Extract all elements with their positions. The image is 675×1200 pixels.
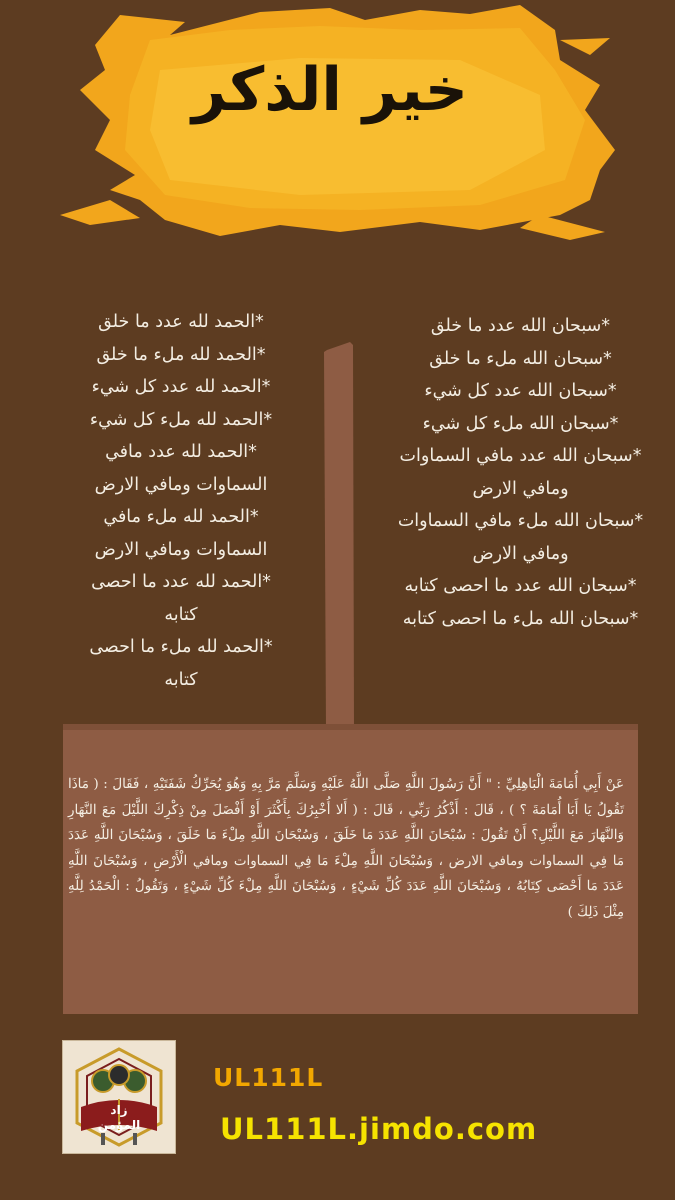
website-link[interactable]: UL111L.jimdo.com [220, 1112, 538, 1146]
list-item: *سبحان الله عدد ما احصى كتابه [404, 576, 637, 596]
list-item: *الحمد لله عدد ما خلق [98, 312, 264, 332]
list-item: *الحمد لله ملء ما احصى [89, 637, 273, 657]
list-item: *الحمد لله ملء ما خلق [96, 344, 266, 365]
page-title: خير الذكر [192, 55, 468, 125]
logo [62, 1040, 176, 1154]
list-item: السماوات ومافي الارض [94, 539, 268, 560]
list-item: *سبحان الله ملء ما خلق [429, 348, 612, 369]
list-item: *سبحان الله عدد كل شيء [424, 381, 617, 401]
list-item: *سبحان الله عدد ما خلق [430, 316, 611, 336]
logo-text: زاد [110, 1103, 128, 1117]
list-item: *الحمد لله ملء كل شيء [89, 409, 273, 430]
brand-label: UL111L [213, 1063, 324, 1092]
list-item: *الحمد لله عدد مافي [105, 442, 257, 462]
list-item: *الحمد لله ملء مافي [103, 507, 259, 527]
hadith-text: عَنْ أَبِي أُمَامَةَ الْبَاهِلِيِّ : " أَنَّ رَسُولَ اللَّهِ صَلَّى اللَّهُ عَلَيْهِ وَسَلَّمَ مَرَّ بِهِ وَهُوَ يُحَرِّكُ شَفَتَيْهِ ، فَقَالَ : ( مَاذَا تَقُولُ يَا أَبَا أُمَامَةَ ؟ ) ، قَالَ : أَذْكُرُ رَبِّي ، قَالَ : ( أَلا أُخْبِرُكَ بِأَكْثَرَ أَوْ أَفْضَلَ مِنْ ذِكْرِكَ اللَّيْلَ مَعَ النَّهَارِ وَالنَّهَارَ مَعَ اللَّيْلِ؟ أَنْ تَقُولَ : سُبْحَانَ اللَّهِ عَدَدَ مَا خَلَقَ ، وَسُبْحَانَ اللَّهِ مِلْءَ مَا خَلَقَ ، وَسُبْحَانَ اللَّهِ عَدَدَ مَا فِي السماوات ومافي الارض ، وَسُبْحَانَ اللَّهِ مِلْءَ مَا فِي السماوات ومافي الْأَرْضِ ، وَسُبْحَانَ اللَّهِ عَدَدَ مَا أَحْصَى كِتَابُهُ ، وَسُبْحَانَ اللَّهِ عَدَدَ كُلِّ شَيْءٍ ، وَسُبْحَانَ اللَّهِ مِلْءَ كُلِّ شَيْءٍ ، وَتَقُولُ : الْحَمْدُ لِلَّهِ مِثْلَ ذَلِكَ ) [68, 777, 624, 920]
list-item: *الحمد لله عدد كل شيء [91, 377, 271, 397]
list-item: *سبحان الله عدد مافي السماوات [399, 446, 642, 466]
list-item: كتابه [164, 669, 198, 690]
list-item: *سبحان الله ملء كل شيء [422, 413, 619, 434]
list-item: ومافي الارض [472, 543, 569, 564]
list-item: السماوات ومافي الارض [94, 474, 268, 495]
logo-emblem-icon [63, 1041, 175, 1153]
list-item: *سبحان الله ملء مافي السماوات [397, 511, 644, 531]
list-item: ومافي الارض [472, 478, 569, 499]
tahmid-list [40, 306, 322, 696]
logo-text: المؤمن [97, 1118, 141, 1132]
list-item: *الحمد لله عدد ما احصى [91, 572, 271, 592]
list-item: *سبحان الله ملء ما احصى كتابه [402, 608, 639, 629]
list-item: كتابه [164, 604, 198, 625]
tasbih-list [368, 310, 673, 635]
